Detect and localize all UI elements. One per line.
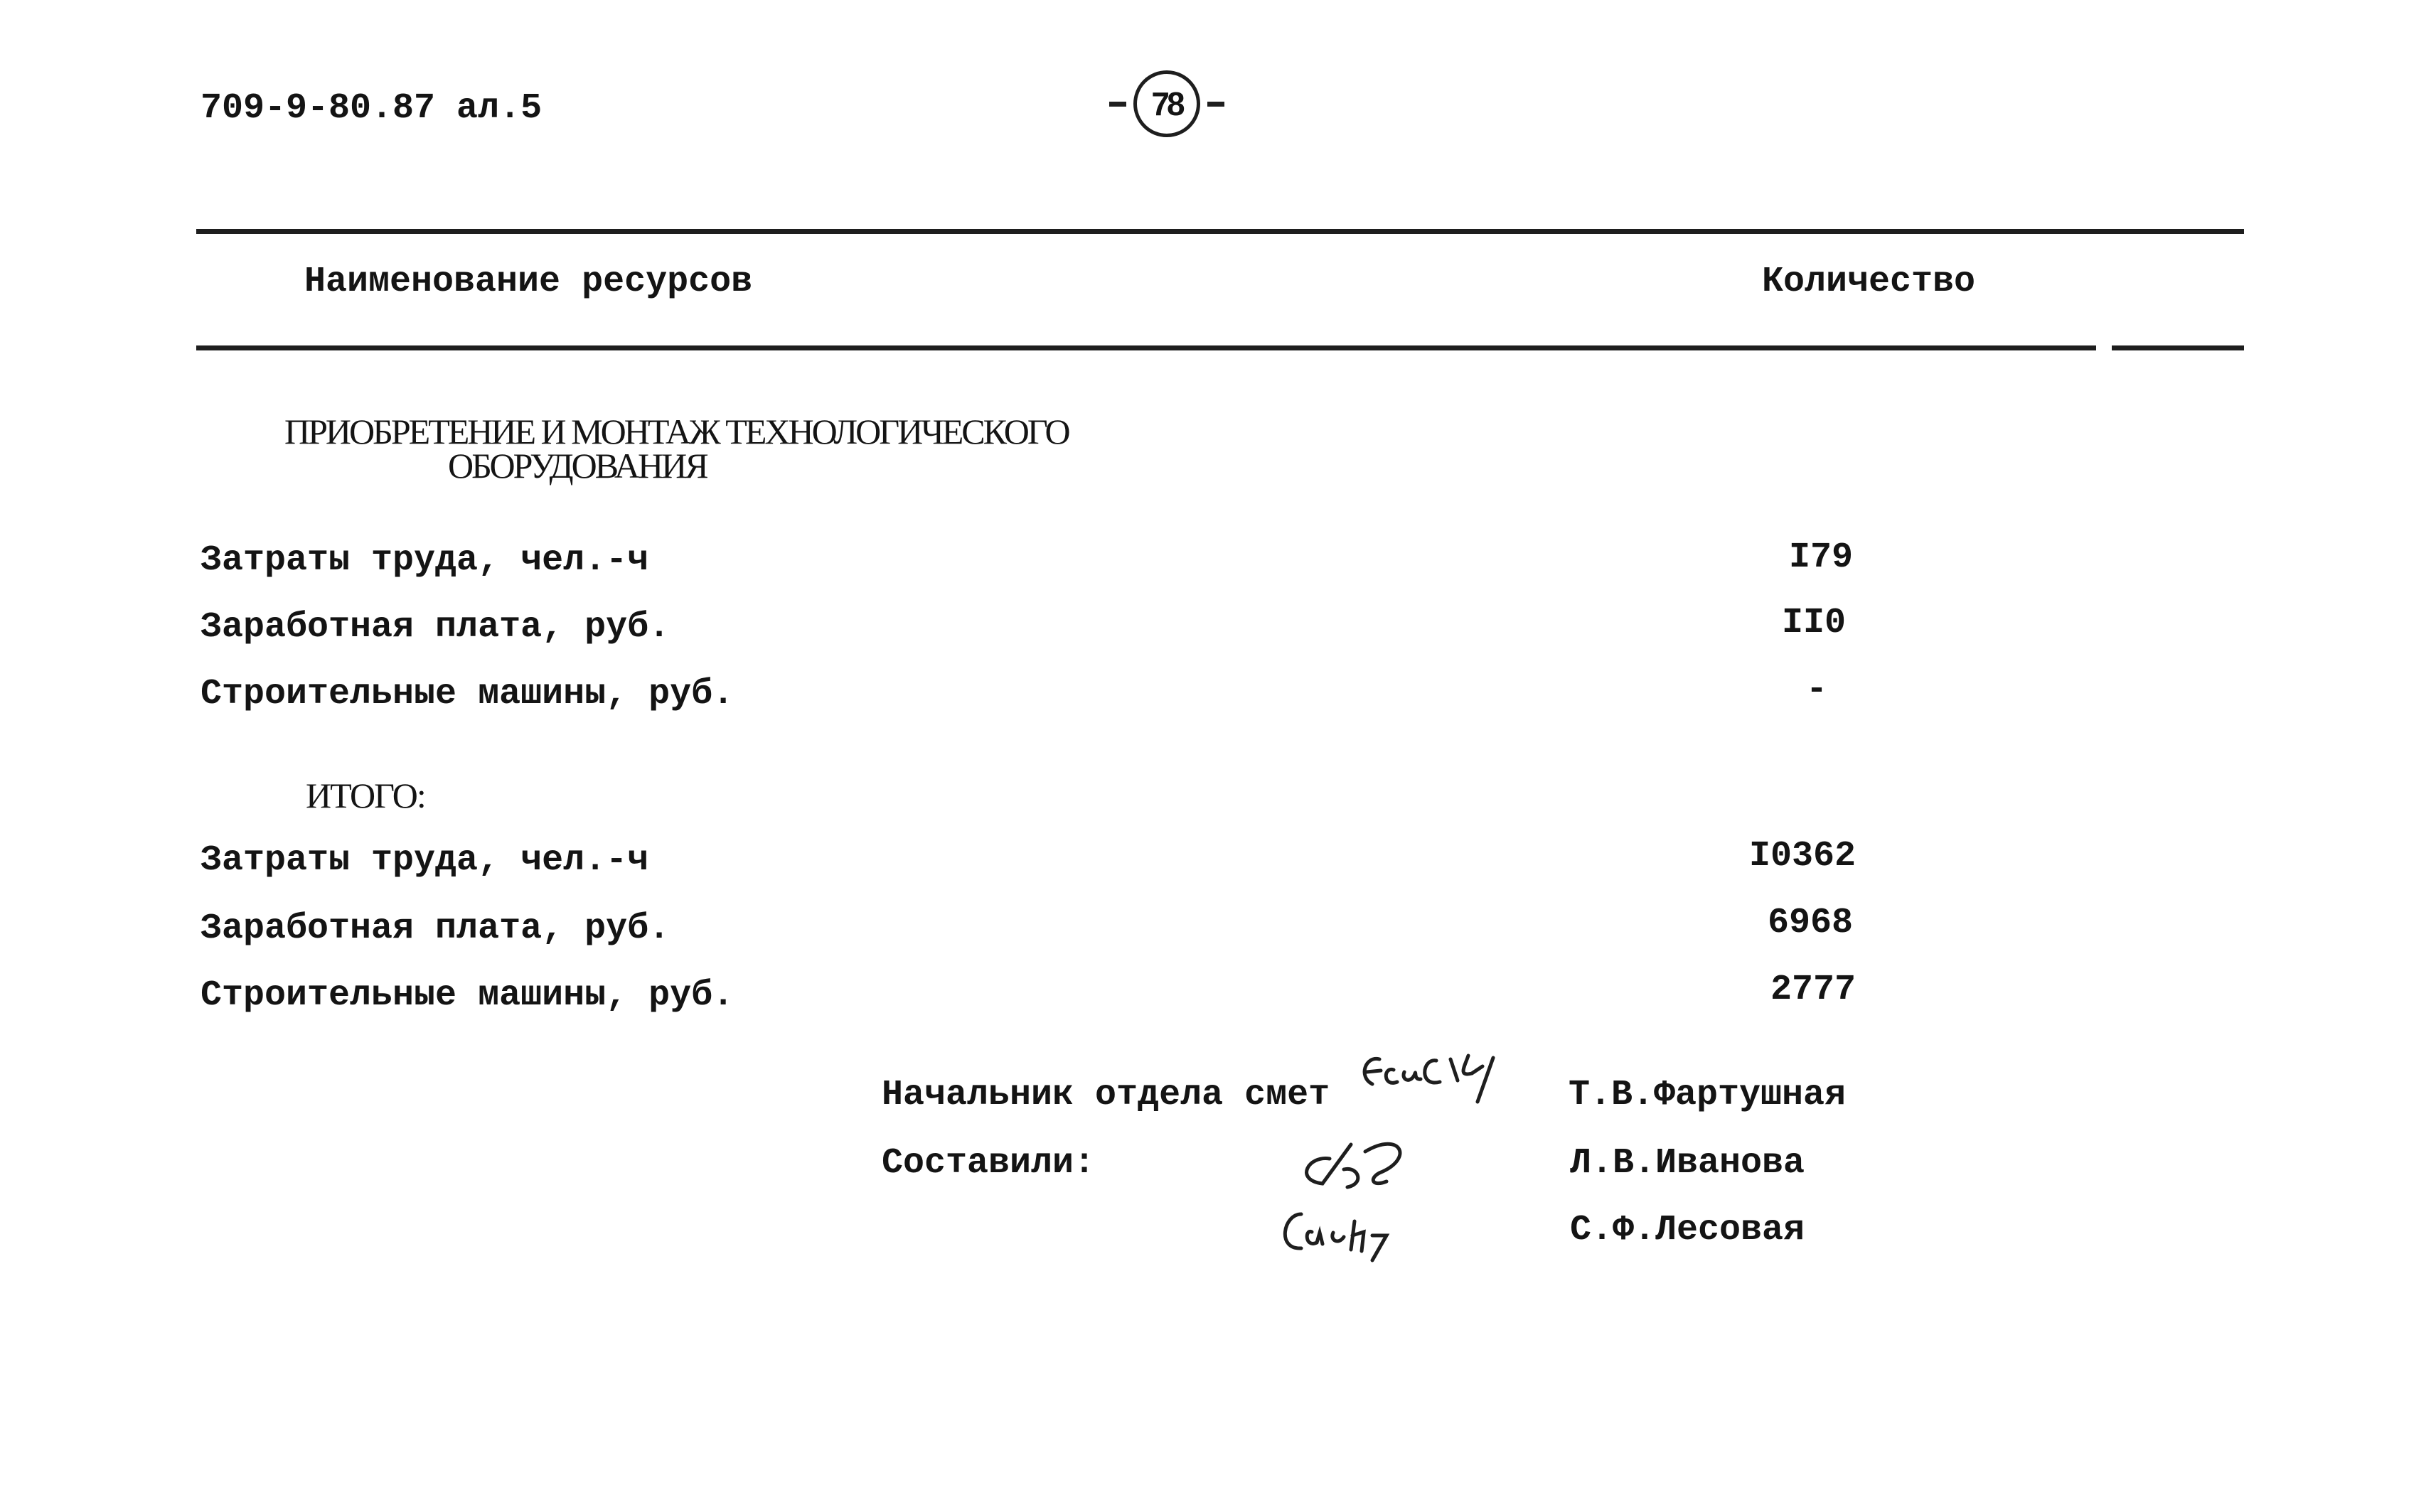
signature-compiler2 [1273,1193,1486,1278]
dash-right [1207,102,1224,107]
page-number: 78 [1133,70,1200,137]
section-row-value: II0 [1781,603,1846,643]
page-number-mark [1109,68,1224,139]
document-code: 709-9-80.87 ал.5 [201,88,543,129]
total-row-label: Затраты труда, чел.-ч [201,840,649,881]
section-title-line2: ОБОРУДОВАНИЯ [448,446,707,486]
head-of-department-title: Начальник отдела смет [882,1075,1330,1115]
section-row-value: I79 [1788,537,1853,578]
dash-left [1109,102,1126,107]
total-row-value: 2777 [1770,970,1856,1010]
section-row-value: - [1805,670,1827,710]
signature-head [1351,1038,1578,1123]
header-rule-bottom [196,345,2096,350]
total-row-label: Заработная плата, руб. [201,908,671,949]
header-rule-top [196,229,2244,234]
compiler2-name: С.Ф.Лесовая [1570,1210,1805,1250]
section-row-label: Строительные машины, руб. [201,674,734,714]
compiled-by-label: Составили: [882,1143,1096,1184]
section-row-label: Заработная плата, руб. [201,607,671,648]
column-header-name: Наименование ресурсов [304,262,753,302]
total-row-value: I0362 [1748,836,1856,876]
head-of-department-name: Т.В.Фартушная [1569,1075,1847,1115]
header-rule-bottom-right [2112,345,2244,350]
total-row-value: 6968 [1767,903,1853,943]
section-title-line1: ПРИОБРЕТЕНИЕ И МОНТАЖ ТЕХНОЛОГИЧЕСКОГО [284,412,1069,451]
section-row-label: Затраты труда, чел.-ч [201,540,649,581]
column-header-quantity: Количество [1762,262,1976,302]
compiler1-name: Л.В.Иванова [1570,1143,1805,1184]
total-title: ИТОГО: [306,776,425,815]
total-row-label: Строительные машины, руб. [201,975,734,1016]
